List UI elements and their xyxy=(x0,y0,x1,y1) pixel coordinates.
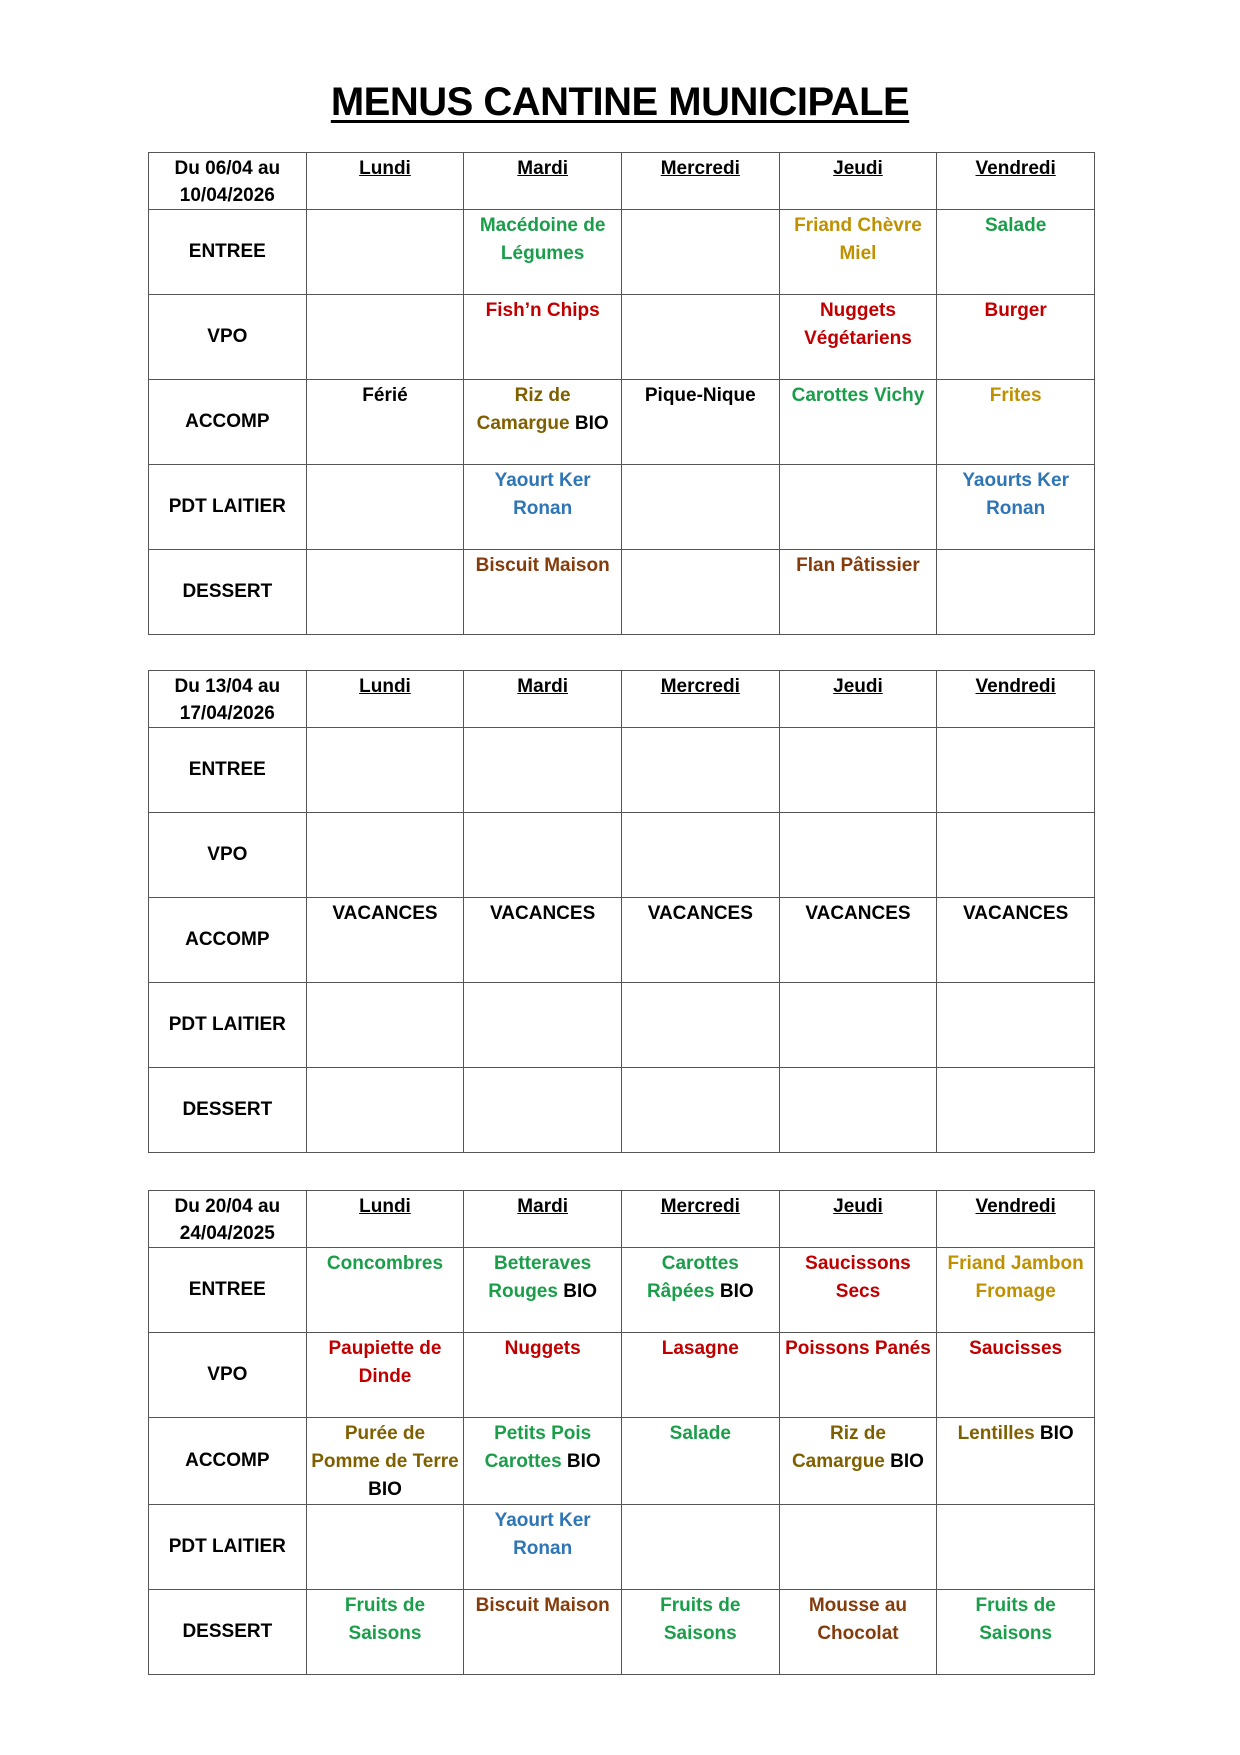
row-label: DESSERT xyxy=(149,1068,307,1153)
menu-cell xyxy=(464,898,622,983)
menu-cell xyxy=(937,1333,1095,1418)
menu-row-accomp xyxy=(149,1418,1095,1505)
header-row xyxy=(149,671,1095,728)
menu-cell xyxy=(306,1590,464,1675)
row-label: DESSERT xyxy=(149,550,307,635)
dish-name: Saucissons Secs xyxy=(805,1253,911,1302)
day-label: Mardi xyxy=(517,676,568,697)
menu-cell xyxy=(937,380,1095,465)
dish-name: Carottes Râpées xyxy=(646,1253,739,1302)
dish-name: Salade xyxy=(669,1423,731,1444)
bio-badge: BIO xyxy=(1034,1423,1074,1444)
dish-name: Burger xyxy=(984,300,1047,321)
menu-cell xyxy=(779,1590,937,1675)
dish-name: Biscuit Maison xyxy=(475,555,610,576)
bio-badge: BIO xyxy=(368,1479,402,1500)
header-row xyxy=(149,153,1095,210)
menu-cell xyxy=(779,1068,937,1153)
menu-row-entree xyxy=(149,1248,1095,1333)
dish-name: Frites xyxy=(989,385,1042,406)
menu-row-dessert xyxy=(149,1068,1095,1153)
dish-name: Saucisses xyxy=(969,1338,1063,1359)
week-period: Du 13/04 au 17/04/2026 xyxy=(149,671,307,728)
menu-cell xyxy=(464,1418,622,1505)
dish-name: Lasagne xyxy=(661,1338,739,1359)
menu-cell xyxy=(306,1333,464,1418)
dish-name: Riz de Camargue xyxy=(476,385,571,434)
day-header-jeudi xyxy=(779,153,937,210)
row-label: DESSERT xyxy=(149,1590,307,1675)
menu-cell xyxy=(306,380,464,465)
dish-name: Friand Jambon Fromage xyxy=(947,1253,1084,1302)
day-label: Vendredi xyxy=(975,676,1056,697)
menu-cell xyxy=(779,295,937,380)
day-label: Mardi xyxy=(517,158,568,179)
menu-row-pdt-laitier xyxy=(149,1505,1095,1590)
day-header-vendredi xyxy=(937,671,1095,728)
menu-cell xyxy=(464,728,622,813)
bio-badge: BIO xyxy=(714,1281,754,1302)
menu-cell xyxy=(464,1333,622,1418)
row-label: VPO xyxy=(149,1333,307,1418)
menu-cell xyxy=(937,1418,1095,1505)
dish-name: Biscuit Maison xyxy=(475,1595,610,1616)
menu-cell xyxy=(779,1333,937,1418)
menu-cell xyxy=(621,295,779,380)
week-period: Du 20/04 au 24/04/2025 xyxy=(149,1191,307,1248)
menu-cell xyxy=(779,1248,937,1333)
dish-name: Lentilles xyxy=(957,1423,1035,1444)
row-label: ACCOMP xyxy=(149,380,307,465)
row-label: VPO xyxy=(149,295,307,380)
day-header-vendredi xyxy=(937,153,1095,210)
header-row xyxy=(149,1191,1095,1248)
menu-cell xyxy=(306,728,464,813)
dish-name: VACANCES xyxy=(490,903,596,924)
menu-row-vpo xyxy=(149,295,1095,380)
menu-cell xyxy=(464,983,622,1068)
dish-name: Fruits de Saisons xyxy=(660,1595,741,1644)
day-header-jeudi xyxy=(779,1191,937,1248)
day-header-mercredi xyxy=(621,153,779,210)
menu-cell xyxy=(779,983,937,1068)
dish-name: Carottes Vichy xyxy=(791,385,925,406)
day-header-lundi xyxy=(306,671,464,728)
day-label: Vendredi xyxy=(975,158,1056,179)
page-title: MENUS CANTINE MUNICIPALE xyxy=(330,80,910,124)
day-label: Mardi xyxy=(517,1196,568,1217)
menu-cell xyxy=(779,465,937,550)
dish-name: Nuggets xyxy=(504,1338,581,1359)
menu-row-dessert xyxy=(149,1590,1095,1675)
row-label: PDT LAITIER xyxy=(149,465,307,550)
menu-cell xyxy=(306,1248,464,1333)
dish-name: Yaourt Ker Ronan xyxy=(494,470,591,519)
menu-cell xyxy=(621,728,779,813)
day-header-mercredi xyxy=(621,671,779,728)
day-header-lundi xyxy=(306,1191,464,1248)
menu-cell xyxy=(464,1068,622,1153)
menu-week-table xyxy=(148,152,1095,635)
menu-cell xyxy=(306,210,464,295)
menu-row-accomp xyxy=(149,380,1095,465)
day-label: Jeudi xyxy=(833,158,883,179)
menu-cell xyxy=(306,465,464,550)
dish-name: Fruits de Saisons xyxy=(975,1595,1056,1644)
menu-cell xyxy=(937,1248,1095,1333)
row-label: PDT LAITIER xyxy=(149,1505,307,1590)
row-label: ENTREE xyxy=(149,1248,307,1333)
menu-row-vpo xyxy=(149,1333,1095,1418)
menu-cell xyxy=(621,465,779,550)
dish-name: Salade xyxy=(985,215,1047,236)
menu-cell xyxy=(937,983,1095,1068)
menu-cell xyxy=(779,1505,937,1590)
menu-cell xyxy=(779,550,937,635)
menu-cell xyxy=(937,295,1095,380)
menu-cell xyxy=(464,210,622,295)
bio-badge: BIO xyxy=(569,413,609,434)
menu-cell xyxy=(937,1505,1095,1590)
week-period: Du 06/04 au 10/04/2026 xyxy=(149,153,307,210)
menu-cell xyxy=(306,983,464,1068)
dish-name: Flan Pâtissier xyxy=(796,555,920,576)
menu-cell xyxy=(937,728,1095,813)
menu-cell xyxy=(621,898,779,983)
menu-cell xyxy=(464,380,622,465)
dish-name: VACANCES xyxy=(647,903,753,924)
day-label: Mercredi xyxy=(660,676,740,697)
menu-cell xyxy=(937,898,1095,983)
day-header-mardi xyxy=(464,671,622,728)
day-header-mardi xyxy=(464,153,622,210)
row-label: ENTREE xyxy=(149,210,307,295)
menu-cell xyxy=(937,1590,1095,1675)
dish-name: Friand Chèvre Miel xyxy=(794,215,922,264)
row-label: ENTREE xyxy=(149,728,307,813)
menu-cell xyxy=(779,813,937,898)
menu-week-table xyxy=(148,670,1095,1153)
dish-name: VACANCES xyxy=(963,903,1069,924)
day-label: Lundi xyxy=(359,1196,411,1217)
menu-cell xyxy=(621,210,779,295)
dish-name: Yaourt Ker Ronan xyxy=(494,1510,591,1559)
menu-cell xyxy=(306,1068,464,1153)
menu-cell xyxy=(621,380,779,465)
menu-cell xyxy=(779,728,937,813)
day-header-mercredi xyxy=(621,1191,779,1248)
menu-cell xyxy=(621,1068,779,1153)
menu-cell xyxy=(621,1333,779,1418)
row-label: ACCOMP xyxy=(149,1418,307,1505)
dish-name: Yaourts Ker Ronan xyxy=(962,470,1069,519)
day-label: Vendredi xyxy=(975,1196,1056,1217)
dish-name: VACANCES xyxy=(805,903,911,924)
menu-week-table xyxy=(148,1190,1095,1675)
dish-name: Fish’n Chips xyxy=(485,300,600,321)
menu-cell xyxy=(306,550,464,635)
menu-cell xyxy=(779,210,937,295)
menu-row-accomp xyxy=(149,898,1095,983)
menu-cell xyxy=(779,1418,937,1505)
menu-cell xyxy=(621,1248,779,1333)
menu-cell xyxy=(464,1590,622,1675)
dish-name: VACANCES xyxy=(332,903,438,924)
menu-cell xyxy=(306,1418,464,1505)
menu-row-vpo xyxy=(149,813,1095,898)
dish-name: Nuggets Végétariens xyxy=(804,300,912,349)
day-header-jeudi xyxy=(779,671,937,728)
menu-cell xyxy=(306,898,464,983)
menu-cell xyxy=(621,813,779,898)
menu-cell xyxy=(306,813,464,898)
dish-name: Riz de Camargue xyxy=(791,1423,886,1472)
menu-cell xyxy=(306,295,464,380)
menu-cell xyxy=(937,465,1095,550)
day-header-mardi xyxy=(464,1191,622,1248)
menu-cell xyxy=(621,550,779,635)
menu-cell xyxy=(464,1505,622,1590)
menu-cell xyxy=(464,813,622,898)
day-label: Lundi xyxy=(359,676,411,697)
dish-name: Paupiette de Dinde xyxy=(328,1338,442,1387)
menu-row-dessert xyxy=(149,550,1095,635)
dish-name: Férié xyxy=(362,385,408,406)
day-label: Mercredi xyxy=(660,158,740,179)
dish-name: Betteraves Rouges xyxy=(488,1253,592,1302)
menu-cell xyxy=(779,898,937,983)
menu-cell xyxy=(937,210,1095,295)
day-header-lundi xyxy=(306,153,464,210)
dish-name: Pique-Nique xyxy=(644,385,756,406)
dish-name: Purée de Pomme de Terre xyxy=(311,1423,459,1472)
day-header-vendredi xyxy=(937,1191,1095,1248)
menu-row-entree xyxy=(149,728,1095,813)
row-label: ACCOMP xyxy=(149,898,307,983)
menu-cell xyxy=(464,295,622,380)
row-label: PDT LAITIER xyxy=(149,983,307,1068)
menu-cell xyxy=(464,465,622,550)
menu-row-pdt-laitier xyxy=(149,465,1095,550)
menu-row-entree xyxy=(149,210,1095,295)
dish-name: Macédoine de Légumes xyxy=(479,215,606,264)
menu-cell xyxy=(779,380,937,465)
menu-cell xyxy=(937,550,1095,635)
menu-cell xyxy=(621,1418,779,1505)
dish-name: Petits Pois Carottes xyxy=(484,1423,592,1472)
day-label: Jeudi xyxy=(833,1196,883,1217)
menu-cell xyxy=(306,1505,464,1590)
dish-name: Mousse au Chocolat xyxy=(808,1595,908,1644)
dish-name: Poissons Panés xyxy=(785,1338,931,1359)
day-label: Lundi xyxy=(359,158,411,179)
dish-name: Concombres xyxy=(326,1253,444,1274)
row-label: VPO xyxy=(149,813,307,898)
dish-name: Fruits de Saisons xyxy=(344,1595,426,1644)
menu-row-pdt-laitier xyxy=(149,983,1095,1068)
bio-badge: BIO xyxy=(561,1451,601,1472)
day-label: Jeudi xyxy=(833,676,883,697)
bio-badge: BIO xyxy=(884,1451,924,1472)
menu-cell xyxy=(621,1590,779,1675)
menu-cell xyxy=(621,983,779,1068)
menu-cell xyxy=(464,550,622,635)
bio-badge: BIO xyxy=(557,1281,598,1302)
menu-cell xyxy=(464,1248,622,1333)
menu-cell xyxy=(937,1068,1095,1153)
menu-cell xyxy=(621,1505,779,1590)
menu-cell xyxy=(937,813,1095,898)
day-label: Mercredi xyxy=(660,1196,740,1217)
